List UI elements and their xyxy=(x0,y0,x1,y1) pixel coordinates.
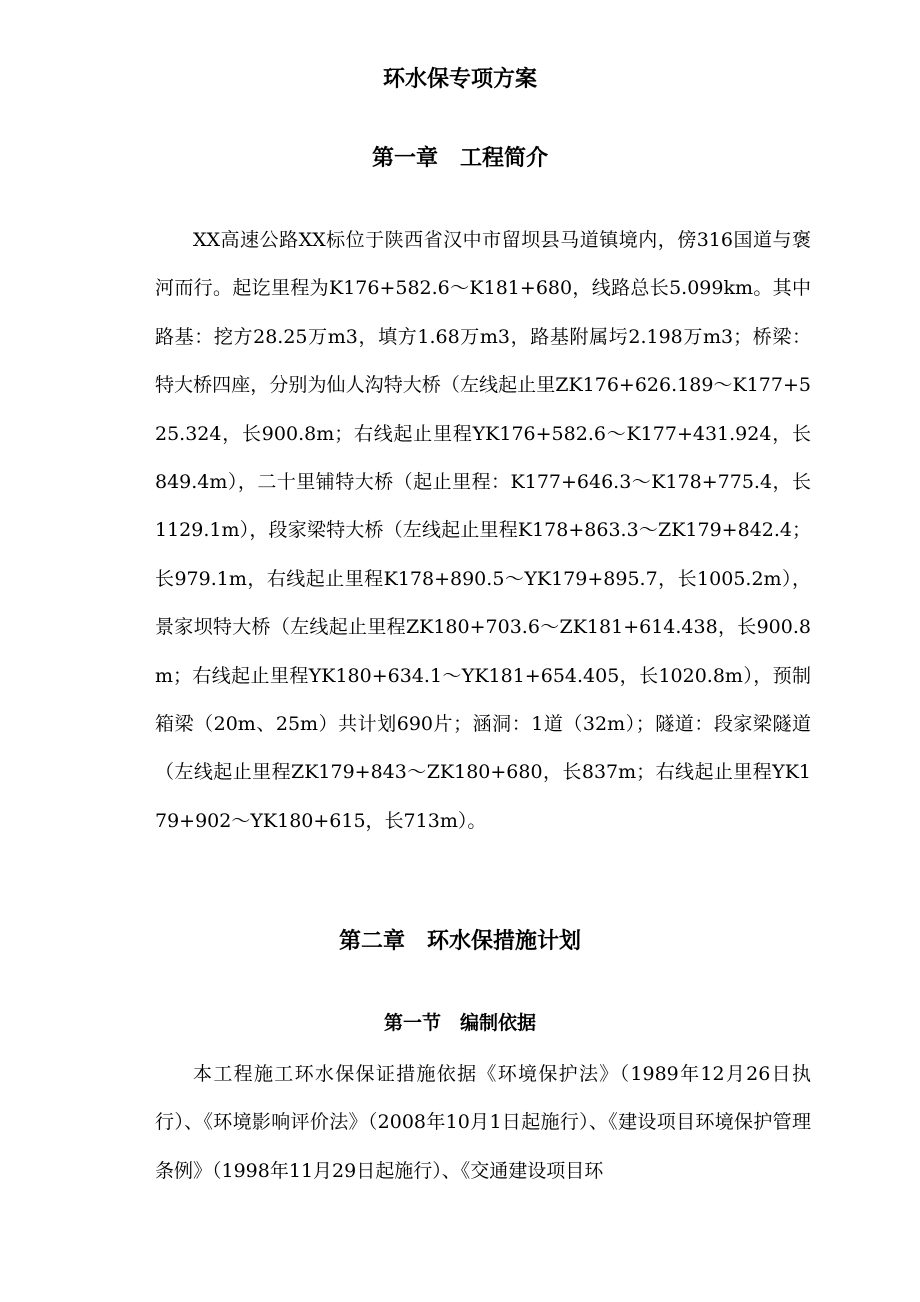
section-1-paragraph: 本工程施工环水保保证措施依据《环境保护法》（1989年12月26日执行）、《环境影响评价法》（2008年10月1日起施行）、《建设项目环境保护管理条例》（1998年11月29日起施行）、《交通建设项目环 xyxy=(155,1063,811,1182)
document-title: 环水保专项方案 xyxy=(382,66,537,92)
chapter-1-heading: 第一章 工程简介 xyxy=(371,145,548,171)
chapter-1-paragraph: XX高速公路XX标位于陕西省汉中市留坝县马道镇境内，傍316国道与褒河而行。起讫里程为K176+582.6～K181+680，线路总长5.099km。其中路基：挖方28.25万m3，填方1.68万m3，路基附属圬2.198万m3；桥梁：特大桥四座，分别为仙人沟特大桥（左线起止里ZK176+626.189～K177+525.324，长900.8m；右线起止里程YK176+582.6～K177+431.924，长849.4m），二十里铺特大桥（起止里程：K177+646.3～K178+775.4，长1129.1m），段家梁特大桥（左线起止里程K178+863.3～ZK179+842.4；长979.1m，右线起止里程K178+890.5～YK179+895.7，长1005.2m），景家坝特大桥（左线起止里程ZK180+703.6～ZK181+614.438，长900.8m；右线起止里程YK180+634.1～YK181+654.405，长1020.8m），预制箱梁（20m、25m）共计划690片；涵洞：1道（32m）；隧道：段家梁隧道（左线起止里程ZK179+843～ZK180+680，长837m；右线起止里程YK179+902～YK180+615，长713m）。 xyxy=(155,229,811,832)
chapter-2-heading: 第二章 环水保措施计划 xyxy=(338,928,581,954)
section-1-heading: 第一节 编制依据 xyxy=(383,1012,536,1034)
